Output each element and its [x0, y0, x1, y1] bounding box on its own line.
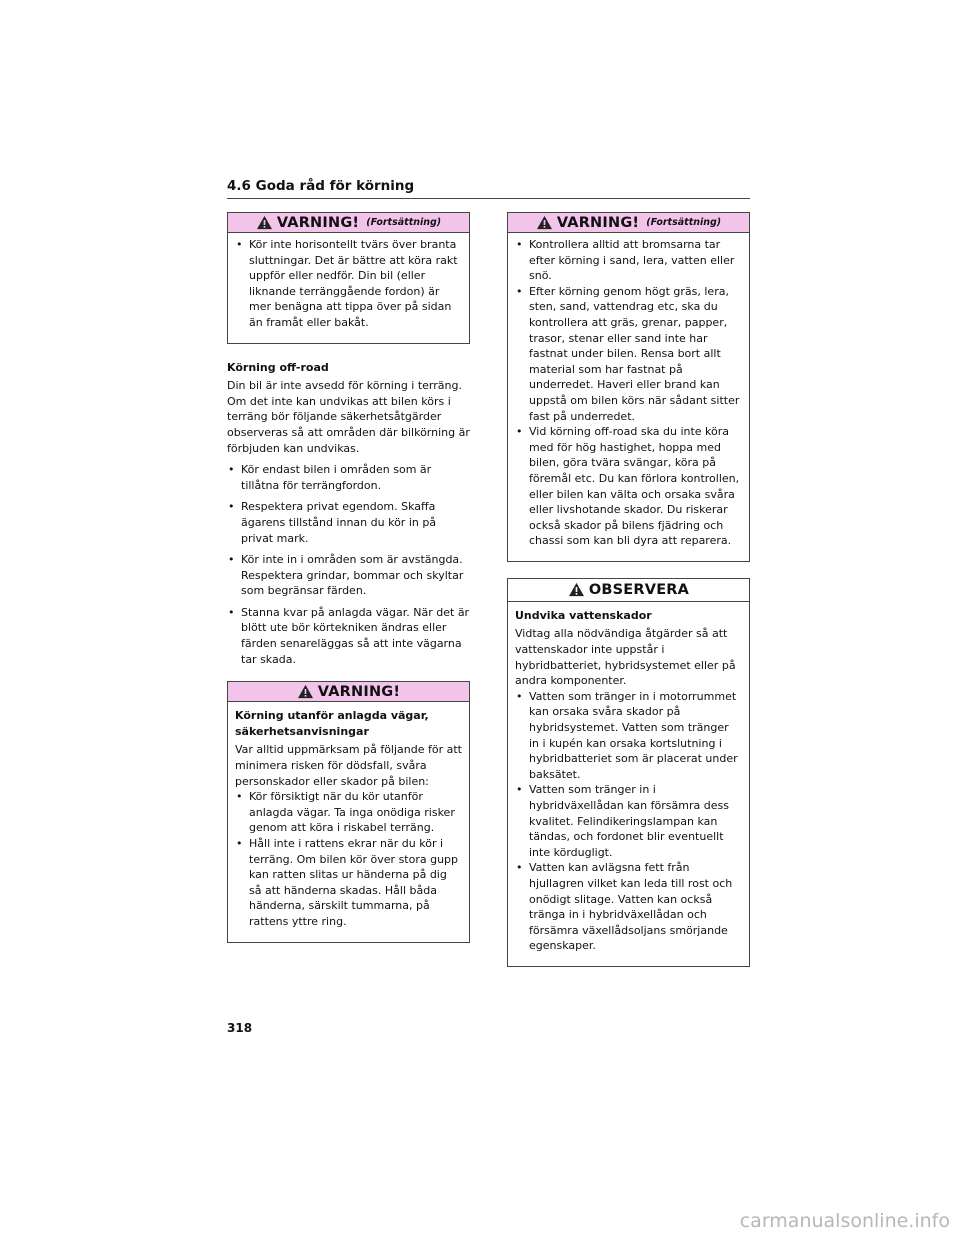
warning-body: [228, 233, 469, 343]
warning-continued-box-left: [227, 212, 470, 344]
warning-continued-label: (Fortsättning): [366, 217, 442, 228]
warning-triangle-icon: [536, 215, 553, 230]
warning-header: [228, 213, 469, 233]
bullet-item: • Vatten kan avlägsna fett från hjullagren vilket kan leda till rost och onödigt slitage. Vatten kan också tränga in i hybridväxellådan och försämra växellådsoljans smörjande egenskaper.: [515, 860, 742, 954]
bullet-item: • Kontrollera alltid att bromsarna tar efter körning i sand, lera, vatten eller snö.: [515, 237, 742, 284]
warning-box-left: [227, 681, 470, 942]
bullet-item: • Vid körning off-road ska du inte köra med för hög hastighet, hoppa med bilen, göra tvära svängar, köra på föremål etc. Du kan förlora kontrollen, eller bilen kan välta och orsaka svåra eller livshotande skador. Du riskerar också skador på bilens fjädring och chassi som kan bli dyra att reparera.: [515, 424, 742, 549]
bullet-item: • Håll inte i rattens ekrar när du kör i terräng. Om bilen kör över stora gupp kan ratten slitas ur händerna på dig så att händerna skadas. Håll båda händerna, särskilt tummarna, på rattens yttre ring.: [235, 836, 462, 930]
warning-header: [228, 682, 469, 702]
warning-title: VARNING!: [556, 214, 640, 231]
section-header: 4.6 Goda råd för körning: [227, 178, 750, 199]
observe-header: [508, 579, 749, 602]
observe-box: [507, 578, 750, 967]
offroad-bullets: [227, 462, 470, 667]
observe-bullets: [515, 689, 742, 954]
bullet-item: • Kör endast bilen i områden som är tillåtna för terrängfordon.: [227, 462, 470, 493]
warning-triangle-icon: [297, 684, 314, 699]
bullet-item: • Stanna kvar på anlagda vägar. När det är blött ute bör körtekniken ändras eller färden senareläggas så att inte vägarna tar skada.: [227, 605, 470, 667]
observe-title: OBSERVERA: [588, 581, 690, 598]
bullet-item: • Vatten som tränger in i motorrummet kan orsaka svåra skador på hybridsystemet. Vatten som tränger in i kupén kan orsaka kortslutning i hybridbatteriet som är placerat under baksätet.: [515, 689, 742, 783]
warning-body: [508, 233, 749, 561]
warning-subheading: Körning utanför anlagda vägar, säkerhetsanvisningar: [235, 709, 429, 738]
offroad-intro: Din bil är inte avsedd för körning i terräng. Om det inte kan undvikas att bilen körs i terräng bör följande säkerhetsåtgärder observeras så att områden där bilkörning är förbjuden kan undvikas.: [227, 379, 470, 455]
bullet-item: • Vatten som tränger in i hybridväxellådan kan försämra dess kvalitet. Felindikeringslampan kan tändas, och fordonet blir eventuellt inte kördugligt.: [515, 782, 742, 860]
left-column: [227, 212, 470, 959]
warning-header: [508, 213, 749, 233]
page-number: 318: [227, 1021, 253, 1035]
bullet-item: • Kör inte horisontellt tvärs över branta sluttningar. Det är bättre att köra rakt uppför eller nedför. Din bil (eller liknande terränggående fordon) är mer benägna att tippa över på sidan än framåt eller bakåt.: [235, 237, 462, 331]
offroad-heading: Körning off-road: [227, 360, 329, 374]
right-column: [507, 212, 750, 983]
warning-title: VARNING!: [276, 214, 360, 231]
observe-subheading: Undvika vattenskador: [515, 608, 652, 622]
bullet-item: • Respektera privat egendom. Skaffa ägarens tillstånd innan du kör in på privat mark.: [227, 499, 470, 546]
warning-triangle-icon: [568, 582, 585, 597]
warning-bullets: [515, 237, 742, 549]
bullet-item: • Efter körning genom högt gräs, lera, sten, sand, vattendrag etc, ska du kontrollera att gräs, grenar, papper, trasor, stenar eller sand inte har fastnat under bilen. Rensa bort allt material som har fastnat på underredet. Haveri eller brand kan uppstå om bilen körs när sådant sitter fast på underredet.: [515, 284, 742, 424]
warning-bullets: [235, 789, 462, 929]
bullet-item: • Kör försiktigt när du kör utanför anlagda vägar. Ta inga onödiga risker genom att köra i riskabel terräng.: [235, 789, 462, 836]
warning-triangle-icon: [256, 215, 273, 230]
warning-intro: Var alltid uppmärksam på följande för att minimera risken för dödsfall, svåra personskador eller skador på bilen:: [235, 743, 462, 788]
bullet-item: • Kör inte in i områden som är avstängda. Respektera grindar, bommar och skyltar som begränsar färden.: [227, 552, 470, 599]
warning-continued-box-right: [507, 212, 750, 562]
observe-intro: Vidtag alla nödvändiga åtgärder så att vattenskador inte uppstår i hybridbatteriet, hybridsystemet eller på andra komponenter.: [515, 627, 736, 688]
warning-body: [228, 702, 469, 941]
watermark: carmanualsonline.info: [739, 1210, 950, 1232]
warning-title: VARNING!: [317, 683, 401, 700]
warning-continued-label: (Fortsättning): [646, 217, 722, 228]
warning-bullets: [235, 237, 462, 331]
offroad-section: [227, 360, 470, 668]
observe-body: [508, 602, 749, 966]
